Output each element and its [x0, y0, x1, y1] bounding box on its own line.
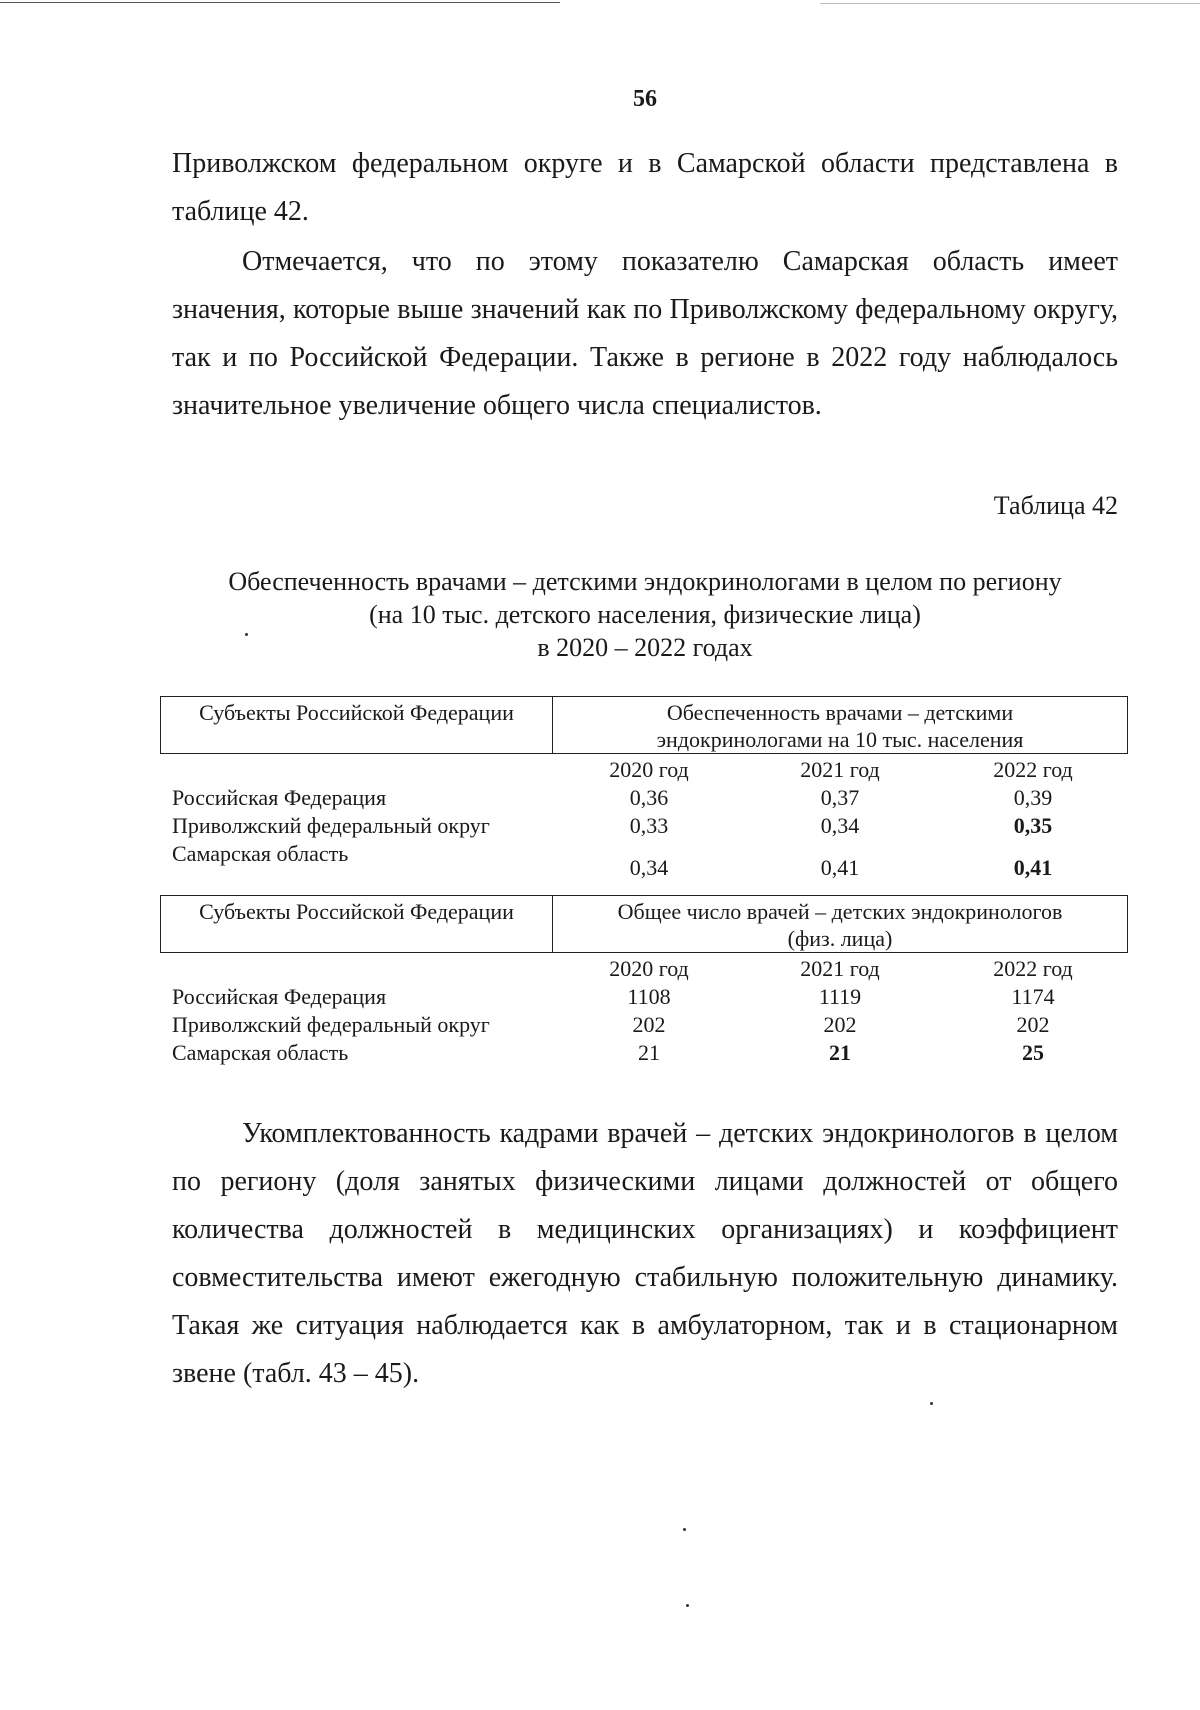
table2-cell: 21 — [638, 1040, 660, 1065]
scan-speck — [683, 1528, 686, 1531]
paragraph-staffing: Укомплектованность кадрами врачей – детских эндокринологов в целом по региону (доля занятых физическими лицами должностей от общего количества должностей в медицинских организациях) и коэффициент совместительства имеют ежегодную стабильную положительную динамику. Такая же ситуация наблюдается как в амбулаторном, так и в стационарном звене (табл. 43 – 45). — [172, 1118, 1118, 1389]
table2-header-metric-line2: (физ. лица) — [787, 926, 893, 951]
caption-line-3: в 2020 – 2022 годах — [537, 633, 753, 662]
table2-header-metric — [553, 896, 1127, 952]
table1-cell: 0,39 — [1013, 785, 1053, 810]
table2-year: 2020 год — [609, 956, 689, 981]
table2-cell: 1119 — [818, 984, 862, 1009]
paragraph-notes: Отмечается, что по этому показателю Самарская область имеет значения, которые выше значений как по Приволжскому федеральному округу, так и по Российской Федерации. Также в регионе в 2022 году наблюдалось значительное увеличение общего числа специалистов. — [172, 246, 1118, 421]
table1-cell: 0,41 — [820, 855, 860, 880]
table2-row-label: Приволжский федеральный округ — [172, 1012, 490, 1037]
table2-header — [160, 895, 1128, 953]
scan-speck — [245, 633, 248, 636]
table1-header-subjects: Субъекты Российской Федерации — [161, 697, 553, 753]
table1-cell: 0,33 — [629, 813, 669, 838]
table2-year: 2022 год — [993, 956, 1073, 981]
caption-line-2: (на 10 тыс. детского населения, физические лица) — [369, 600, 921, 629]
scan-speck — [930, 1402, 933, 1405]
paragraph-intro: Приволжском федеральном округе и в Самарской области представлена в таблице 42. — [172, 148, 1118, 227]
scan-edge-line — [0, 2, 560, 3]
scan-edge-line — [820, 3, 1200, 4]
table2-row-label: Российская Федерация — [172, 984, 387, 1009]
table1-row-label: Самарская область — [172, 841, 349, 866]
table1-cell: 0,37 — [820, 785, 860, 810]
table-label: Таблица 42 — [993, 491, 1118, 520]
table2-header-metric-line1: Общее число врачей – детских эндокринологов — [617, 899, 1063, 924]
table1-cell: 0,34 — [820, 813, 860, 838]
table1-year: 2021 год — [800, 757, 880, 782]
table2-row-label: Самарская область — [172, 1040, 349, 1065]
table1-header-metric: Обеспеченность врачами – детскими эндокринологами на 10 тыс. населения — [656, 700, 1024, 752]
table1-cell: 0,34 — [629, 855, 669, 880]
table1-cell: 0,41 — [1013, 855, 1053, 880]
table2-cell: 1174 — [1011, 984, 1055, 1009]
scan-speck — [686, 1604, 689, 1607]
caption-line-1: Обеспеченность врачами – детскими эндокринологами в целом по региону — [228, 567, 1062, 596]
table2-year: 2021 год — [800, 956, 880, 981]
table1-cell: 0,36 — [629, 785, 669, 810]
table1-year: 2022 год — [993, 757, 1073, 782]
table2-cell: 202 — [823, 1012, 857, 1037]
table2-cell: 202 — [1016, 1012, 1050, 1037]
table2-cell: 25 — [1022, 1040, 1044, 1065]
table1-cell: 0,35 — [1013, 813, 1053, 838]
table2-cell: 202 — [632, 1012, 666, 1037]
table1-header — [160, 696, 1128, 754]
table2-cell: 1108 — [627, 984, 671, 1009]
table2-cell: 21 — [829, 1040, 851, 1065]
table-caption — [160, 565, 1130, 664]
page-number: 56 — [633, 86, 657, 112]
table1-year: 2020 год — [609, 757, 689, 782]
table1-row-label: Приволжский федеральный округ — [172, 813, 490, 838]
table2-header-subjects: Субъекты Российской Федерации — [161, 896, 553, 952]
table1-row-label: Российская Федерация — [172, 785, 387, 810]
